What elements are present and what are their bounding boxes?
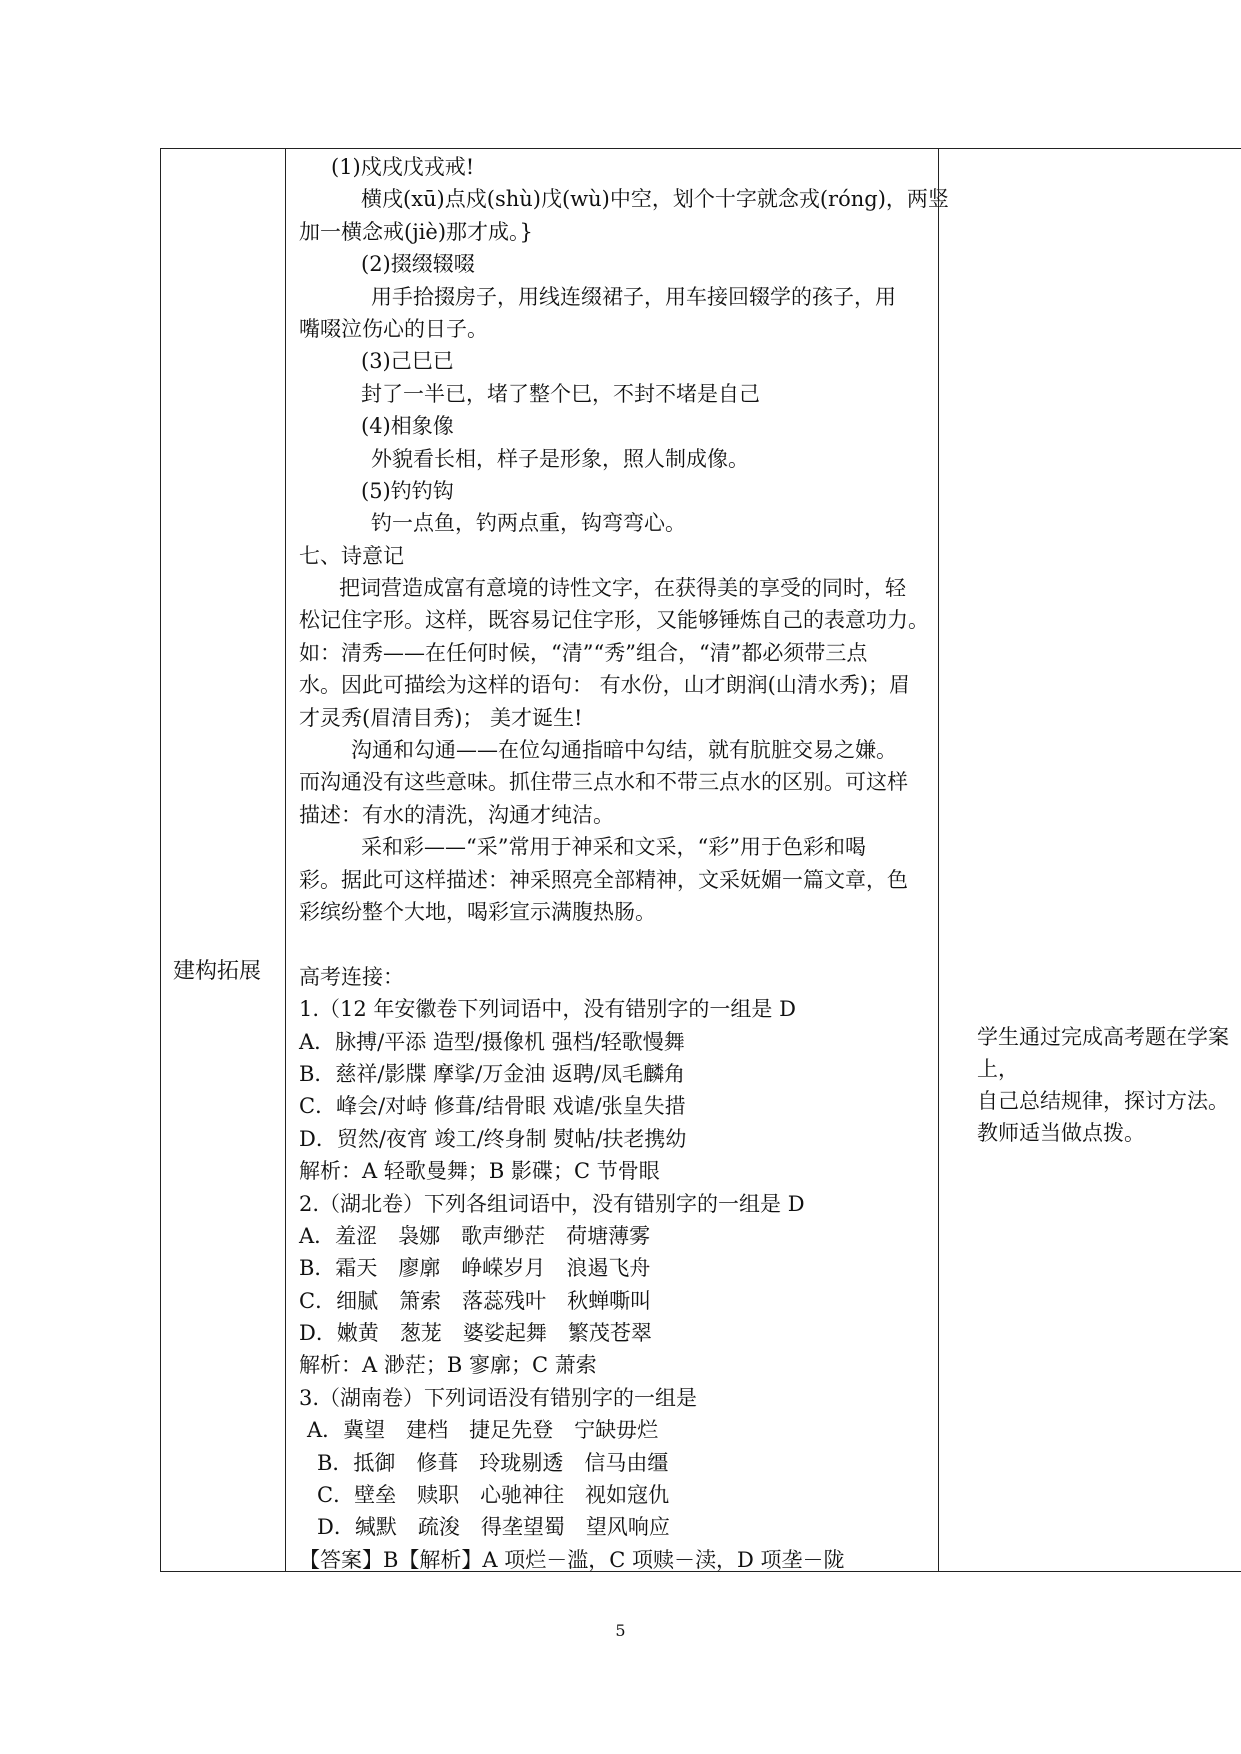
- content-line: 外貌看长相，样子是形象，照人制成像。: [371, 446, 749, 471]
- content-line: 把词营造成富有意境的诗性文字，在获得美的享受的同时，轻: [339, 576, 906, 601]
- content-line: 沟通和勾通——在位勾通指暗中勾结，就有肮脏交易之嫌。: [351, 738, 897, 763]
- content-line: 彩缤纷整个大地，喝彩宣示满腹热肠。: [299, 899, 656, 924]
- content-line: B．慈祥/影牒 摩挲/万金油 返聘/凤毛麟角: [299, 1061, 686, 1086]
- content-line: (2)掇缀辍啜: [361, 252, 475, 277]
- content-line: A．羞涩 袅娜 歌声缈茫 荷塘薄雾: [299, 1223, 651, 1248]
- content-line: 钓一点鱼，钓两点重，钩弯弯心。: [371, 511, 686, 536]
- note-line: 自己总结规律，探讨方法。: [977, 1089, 1229, 1113]
- content-line: 采和彩——“采”常用于神采和文采，“彩”用于色彩和喝: [361, 835, 866, 860]
- content-line: (5)钓钓钩: [361, 478, 454, 503]
- content-line: (3)己巳已: [361, 349, 454, 374]
- content-line: 封了一半已，堵了整个巳，不封不堵是自己: [361, 381, 760, 406]
- content-line: 如：清秀——在任何时候，“清”“秀”组合，“清”都必须带三点: [299, 640, 868, 665]
- content-line: 高考连接：: [299, 964, 404, 989]
- content-line: 解析：A 轻歌曼舞；B 影碟；C 节骨眼: [299, 1159, 660, 1184]
- content-line: B．霜天 廖廓 峥嵘岁月 浪遏飞舟: [299, 1256, 651, 1281]
- lesson-table: [160, 148, 1241, 1572]
- content-line: 七、诗意记: [299, 543, 404, 568]
- note-line: 学生通过完成高考题在学案: [977, 1025, 1229, 1049]
- section-label: 建构拓展: [173, 959, 262, 984]
- note-line: 上，: [977, 1057, 1019, 1081]
- content-line: D．贸然/夜宵 竣工/终身制 熨帖/扶老携幼: [299, 1126, 687, 1151]
- content-line: [299, 928, 939, 960]
- content-line: (4)相象像: [361, 414, 454, 439]
- content-line: 3.（湖南卷）下列词语没有错别字的一组是: [299, 1385, 698, 1410]
- content-line: D．嫩黄 葱茏 婆娑起舞 繁茂苍翠: [299, 1321, 652, 1346]
- teaching-content: [299, 151, 949, 1576]
- content-line: 加一横念戒(jiè)那才成。}: [299, 219, 533, 244]
- page-number: 5: [615, 1621, 626, 1640]
- content-line: 描述：有水的清洗，沟通才纯洁。: [299, 802, 614, 827]
- content-line: C．峰会/对峙 修葺/结骨眼 戏谑/张皇失措: [299, 1094, 686, 1119]
- content-line: A．脉搏/平添 造型/摄像机 强档/轻歌慢舞: [299, 1029, 685, 1054]
- content-line: 松记住字形。这样，既容易记住字形，又能够锤炼自己的表意功力。: [299, 608, 929, 633]
- content-line: 水。因此可描绘为这样的语句： 有水份，山才朗润(山清水秀)；眉: [299, 673, 911, 698]
- content-line: C．壁垒 赎职 心驰神往 视如寇仇: [317, 1483, 670, 1508]
- content-line: C．细腻 箫索 落蕊残叶 秋蝉嘶叫: [299, 1288, 652, 1313]
- content-line: B．抵御 修葺 玲珑剔透 信马由缰: [317, 1450, 669, 1475]
- content-line: 【答案】B【解析】A 项烂－滥，C 项赎－渎，D 项垄－陇: [299, 1547, 845, 1572]
- content-line: 横戌(xū)点戍(shù)戊(wù)中空，划个十字就念戎(róng)，两竖: [361, 187, 949, 212]
- content-line: D．缄默 疏浚 得垄望蜀 望风响应: [317, 1515, 670, 1540]
- content-line: 才灵秀(眉清目秀)； 美才诞生!: [299, 705, 583, 730]
- content-line: (1)戍戌戊戎戒!: [331, 155, 475, 179]
- note-line: 教师适当做点拨。: [977, 1121, 1145, 1145]
- content-line: 解析：A 渺茫；B 寥廓；C 萧索: [299, 1353, 597, 1378]
- content-line: A．冀望 建档 捷足先登 宁缺毋烂: [307, 1418, 659, 1443]
- content-line: 彩。据此可这样描述：神采照亮全部精神，文采妩媚一篇文章，色: [299, 867, 908, 892]
- column-divider: [285, 149, 286, 1571]
- content-line: 2.（湖北卷）下列各组词语中，没有错别字的一组是 D: [299, 1191, 805, 1216]
- content-line: 嘴啜泣伤心的日子。: [299, 316, 488, 341]
- activity-notes: [977, 1021, 1239, 1149]
- content-line: 1.（12 年安徽卷下列词语中，没有错别字的一组是 D: [299, 997, 796, 1022]
- content-line: 而沟通没有这些意味。抓住带三点水和不带三点水的区别。可这样: [299, 770, 908, 795]
- content-line: 用手拾掇房子，用线连缀裙子，用车接回辍学的孩子，用: [371, 284, 896, 309]
